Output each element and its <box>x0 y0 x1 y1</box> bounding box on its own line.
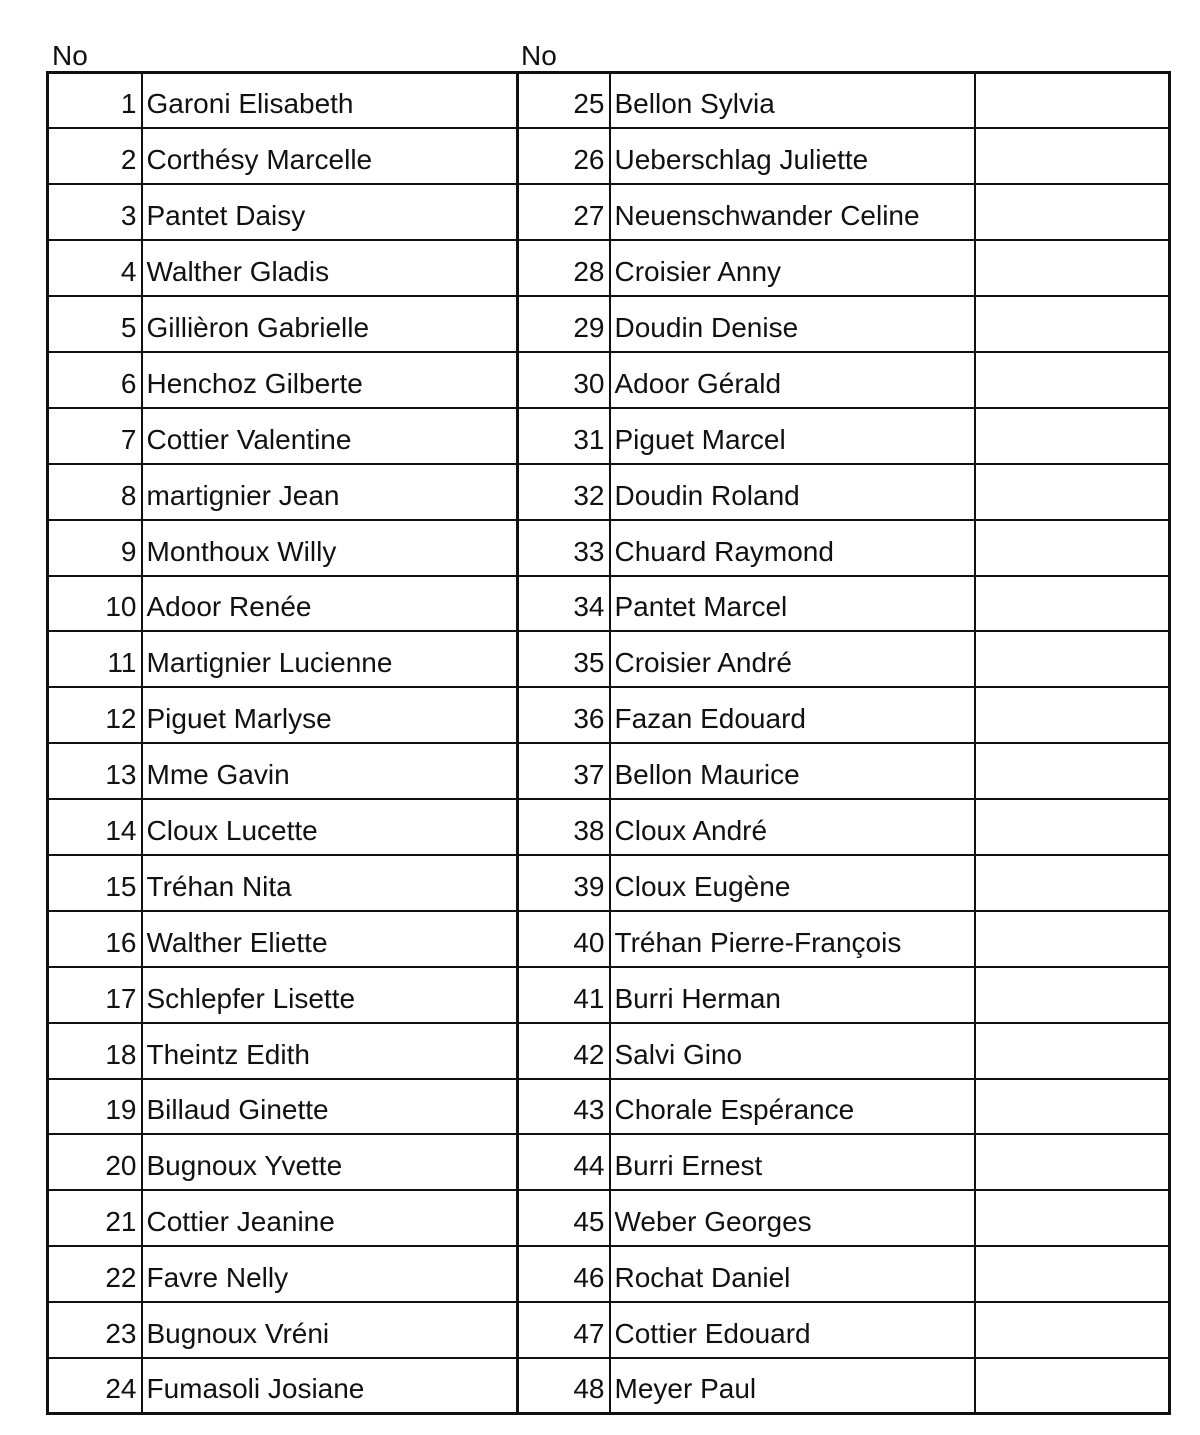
entry-name-left: Fumasoli Josiane <box>142 1358 518 1414</box>
entry-number-right: 47 <box>518 1302 610 1358</box>
entry-blank-cell <box>975 855 1170 911</box>
entry-number-left: 20 <box>48 1134 142 1190</box>
entry-blank-cell <box>975 1023 1170 1079</box>
entry-number-right: 32 <box>518 464 610 520</box>
entry-name-right: Rochat Daniel <box>610 1246 975 1302</box>
entry-name-left: Pantet Daisy <box>142 184 518 240</box>
entry-name-left: Martignier Lucienne <box>142 631 518 687</box>
table-row <box>48 408 1170 464</box>
entry-name-left: Billaud Ginette <box>142 1079 518 1135</box>
entry-name-left: Mme Gavin <box>142 743 518 799</box>
entry-name-left: Bugnoux Yvette <box>142 1134 518 1190</box>
entry-number-left: 24 <box>48 1358 142 1414</box>
entry-name-right: Meyer Paul <box>610 1358 975 1414</box>
entry-number-left: 15 <box>48 855 142 911</box>
entry-name-left: Favre Nelly <box>142 1246 518 1302</box>
entry-number-left: 16 <box>48 911 142 967</box>
entry-name-right: Adoor Gérald <box>610 352 975 408</box>
entry-name-left: martignier Jean <box>142 464 518 520</box>
entry-blank-cell <box>975 687 1170 743</box>
table-row <box>48 631 1170 687</box>
entry-name-left: Tréhan Nita <box>142 855 518 911</box>
entry-name-left: Cottier Valentine <box>142 408 518 464</box>
entry-number-left: 1 <box>48 73 142 129</box>
entry-number-left: 9 <box>48 520 142 576</box>
entry-name-right: Cloux André <box>610 799 975 855</box>
table-row <box>48 967 1170 1023</box>
entry-number-right: 42 <box>518 1023 610 1079</box>
entry-name-right: Cottier Edouard <box>610 1302 975 1358</box>
entry-name-left: Schlepfer Lisette <box>142 967 518 1023</box>
entry-number-right: 40 <box>518 911 610 967</box>
entry-number-right: 43 <box>518 1079 610 1135</box>
entry-name-left: Garoni Elisabeth <box>142 73 518 129</box>
entry-number-right: 28 <box>518 240 610 296</box>
entry-name-left: Theintz Edith <box>142 1023 518 1079</box>
entry-number-left: 7 <box>48 408 142 464</box>
table-row <box>48 1302 1170 1358</box>
table-row <box>48 296 1170 352</box>
entry-blank-cell <box>975 352 1170 408</box>
entry-name-left: Piguet Marlyse <box>142 687 518 743</box>
entry-number-right: 41 <box>518 967 610 1023</box>
entry-number-right: 27 <box>518 184 610 240</box>
entry-name-right: Doudin Roland <box>610 464 975 520</box>
table-row <box>48 1023 1170 1079</box>
entry-name-right: Cloux Eugène <box>610 855 975 911</box>
entry-name-left: Gillièron Gabrielle <box>142 296 518 352</box>
entry-name-left: Corthésy Marcelle <box>142 128 518 184</box>
entry-name-right: Croisier Anny <box>610 240 975 296</box>
entry-name-right: Burri Ernest <box>610 1134 975 1190</box>
entry-number-left: 2 <box>48 128 142 184</box>
entry-number-left: 21 <box>48 1190 142 1246</box>
entry-number-left: 17 <box>48 967 142 1023</box>
entry-number-left: 14 <box>48 799 142 855</box>
entry-blank-cell <box>975 408 1170 464</box>
table-row <box>48 352 1170 408</box>
entry-blank-cell <box>975 1246 1170 1302</box>
entry-blank-cell <box>975 1302 1170 1358</box>
entry-blank-cell <box>975 184 1170 240</box>
entry-name-left: Walther Eliette <box>142 911 518 967</box>
column-header-no-left: No <box>52 40 88 71</box>
entry-name-left: Henchoz Gilberte <box>142 352 518 408</box>
entry-number-left: 5 <box>48 296 142 352</box>
entry-name-left: Monthoux Willy <box>142 520 518 576</box>
entry-number-right: 38 <box>518 799 610 855</box>
entry-blank-cell <box>975 1134 1170 1190</box>
entry-number-left: 6 <box>48 352 142 408</box>
entry-number-left: 10 <box>48 576 142 632</box>
entry-blank-cell <box>975 1190 1170 1246</box>
table-row <box>48 184 1170 240</box>
entry-number-left: 12 <box>48 687 142 743</box>
entry-number-right: 30 <box>518 352 610 408</box>
entry-number-right: 48 <box>518 1358 610 1414</box>
entry-name-right: Fazan Edouard <box>610 687 975 743</box>
entry-blank-cell <box>975 631 1170 687</box>
entry-name-right: Weber Georges <box>610 1190 975 1246</box>
entry-number-right: 29 <box>518 296 610 352</box>
entry-number-right: 31 <box>518 408 610 464</box>
entry-name-right: Tréhan Pierre-François <box>610 911 975 967</box>
entry-number-right: 45 <box>518 1190 610 1246</box>
table-row <box>48 576 1170 632</box>
entry-number-left: 3 <box>48 184 142 240</box>
entry-name-right: Piguet Marcel <box>610 408 975 464</box>
entry-name-right: Doudin Denise <box>610 296 975 352</box>
table-row <box>48 128 1170 184</box>
entry-blank-cell <box>975 911 1170 967</box>
table-row <box>48 743 1170 799</box>
table-row <box>48 799 1170 855</box>
entry-number-right: 34 <box>518 576 610 632</box>
entry-number-right: 35 <box>518 631 610 687</box>
entry-name-right: Chorale Espérance <box>610 1079 975 1135</box>
table-row <box>48 73 1170 129</box>
entry-name-right: Ueberschlag Juliette <box>610 128 975 184</box>
table-row <box>48 855 1170 911</box>
roster-body <box>48 73 1170 1414</box>
entry-blank-cell <box>975 296 1170 352</box>
entry-number-right: 39 <box>518 855 610 911</box>
table-row <box>48 464 1170 520</box>
table-row <box>48 520 1170 576</box>
entry-blank-cell <box>975 464 1170 520</box>
entry-name-left: Cottier Jeanine <box>142 1190 518 1246</box>
entry-number-left: 23 <box>48 1302 142 1358</box>
entry-name-right: Bellon Maurice <box>610 743 975 799</box>
entry-name-right: Croisier André <box>610 631 975 687</box>
entry-number-left: 18 <box>48 1023 142 1079</box>
entry-number-right: 46 <box>518 1246 610 1302</box>
entry-blank-cell <box>975 240 1170 296</box>
entry-number-right: 44 <box>518 1134 610 1190</box>
entry-name-left: Adoor Renée <box>142 576 518 632</box>
table-row <box>48 911 1170 967</box>
entry-name-right: Bellon Sylvia <box>610 73 975 129</box>
column-header-no-right: No <box>521 40 557 71</box>
entry-number-left: 11 <box>48 631 142 687</box>
entry-number-right: 37 <box>518 743 610 799</box>
roster-table <box>46 71 1171 1415</box>
table-row <box>48 1190 1170 1246</box>
entry-number-left: 4 <box>48 240 142 296</box>
table-row <box>48 1246 1170 1302</box>
table-row <box>48 240 1170 296</box>
entry-blank-cell <box>975 1358 1170 1414</box>
entry-name-left: Cloux Lucette <box>142 799 518 855</box>
table-row <box>48 687 1170 743</box>
entry-number-right: 26 <box>518 128 610 184</box>
entry-name-right: Neuenschwander Celine <box>610 184 975 240</box>
entry-number-left: 22 <box>48 1246 142 1302</box>
entry-blank-cell <box>975 128 1170 184</box>
entry-number-left: 8 <box>48 464 142 520</box>
table-row <box>48 1358 1170 1414</box>
entry-blank-cell <box>975 73 1170 129</box>
entry-number-right: 33 <box>518 520 610 576</box>
entry-number-right: 36 <box>518 687 610 743</box>
entry-blank-cell <box>975 743 1170 799</box>
entry-number-left: 13 <box>48 743 142 799</box>
entry-name-right: Chuard Raymond <box>610 520 975 576</box>
entry-blank-cell <box>975 520 1170 576</box>
entry-number-right: 25 <box>518 73 610 129</box>
entry-blank-cell <box>975 967 1170 1023</box>
entry-blank-cell <box>975 799 1170 855</box>
entry-number-left: 19 <box>48 1079 142 1135</box>
entry-name-left: Bugnoux Vréni <box>142 1302 518 1358</box>
entry-blank-cell <box>975 576 1170 632</box>
table-row <box>48 1134 1170 1190</box>
entry-name-right: Salvi Gino <box>610 1023 975 1079</box>
entry-name-left: Walther Gladis <box>142 240 518 296</box>
entry-name-right: Pantet Marcel <box>610 576 975 632</box>
table-row <box>48 1079 1170 1135</box>
entry-blank-cell <box>975 1079 1170 1135</box>
entry-name-right: Burri Herman <box>610 967 975 1023</box>
